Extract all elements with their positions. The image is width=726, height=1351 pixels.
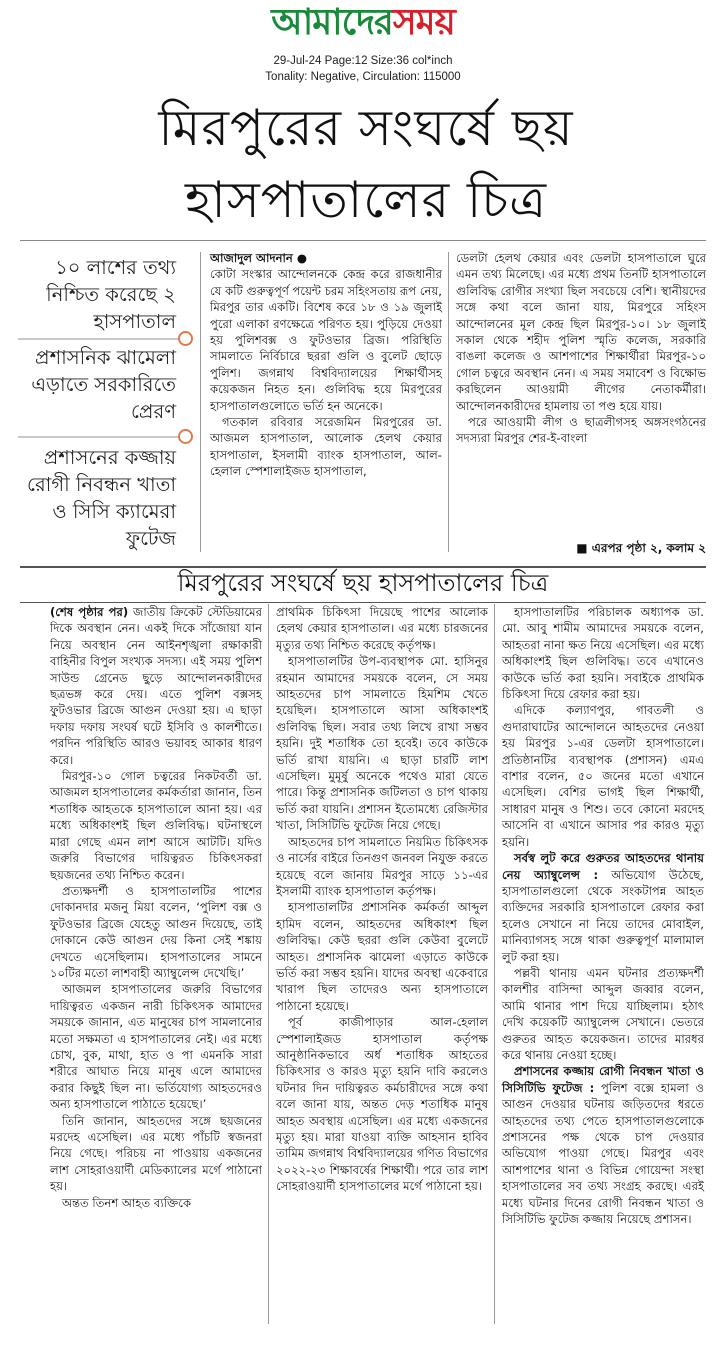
byline: আজাদুল আদনান ● [210,251,307,265]
jump-paragraph: পূর্ব কাজীপাড়ার আল-হেলাল স্পেশালাইজড হাসপাতাল কর্তৃপক্ষ আনুষ্ঠানিকভাবে অর্ধ শতাধিক আহতের চিকিৎসার ও কারও মৃত্যু হয়নি দাবি করলেও ঘটনার দিন দায়িত্বরত কর্মচারীদের সঙ্গে কথা বলে জানা যায়, অন্তত দেড় শতাধিক মানুষ আহত অবস্থায় এসেছিল। এর মধ্যে একজনের মৃত্যু হয়। মারা যাওয়া ব্যক্তি আহসান হাবিব তামিম জগন্নাথ বিশ্ববিদ্যালয়ের গণিত বিভাগের ২০২২-২৩ শিক্ষাবর্ষের শিক্ষার্থী। পরে তার লাশ সোহরাওয়ার্দী হাসপাতালের মর্গে পাঠানো হয়। [276,1015,488,1194]
jump-paragraph: আজমল হাসপাতালের জরুরি বিভাগের দায়িত্বরত একজন নারী চিকিৎসক আমাদের সময়কে জানান, এত মানুষের চাপ সামলানোর মতো সক্ষমতা এ হাসপাতালের নেই। এর মধ্যে চোখ, বুক, মাথা, হাত ও পা এমনকি সারা শরীরে আঘাত নিয়ে মানুষ এলে আমাদের করার কিছুই ছিল না। ভর্তিযোগ্য আহতদেরও অন্য হাসপাতালে পাঠাতে হয়েছে।’ [50,982,262,1112]
ring-dot-icon [178,429,193,444]
jump-paragraph: হাসপাতালটির উপ-ব্যবস্থাপক মো. হাসিনুর রহমান আমাদের সময়কে বলেন, সে সময় আহতদের চাপ সামলাতে হিমশিম খেতে হয়েছিল। হাসপাতালে আসা অধিকাংশই গুলিবিদ্ধ ছিল। সবার তথ্য লিখে রাখা সম্ভব হয়নি। দুই শতাধিক তো হবেই। তবে কাউকে ভর্তি রাখা যায়নি। এ ছাড়া চারটি লাশ এসেছিল। মুমূর্ষু অনেকে পথেও মারা যেতে পারে। কিন্তু প্রশাসনিক জটিলতা ও চাপ থাকায় ভর্তি করা যায়নি। প্রশাসন ইতোমধ্যে রেজিস্টার খাতা, সিসিটিভি ফুটেজ নিয়ে গেছে। [276,654,488,833]
jump-paragraph: হাসপাতালটির পরিচালক অধ্যাপক ডা. মো. আবু শামীম আমাদের সময়কে বলেন, আহতরা নানা ক্ষত নিয়ে এসেছিল। এর মধ্যে অধিকাংশই ছিল গুলিবিদ্ধ। তবে এখানেও কাউকে ভর্তি করা হয়নি। সবাইকে প্রাথমিক চিকিৎসা দিয়ে রেফার করা হয়। [502,605,704,702]
front-paragraph: কোটা সংস্কার আন্দোলনকে কেন্দ্র করে রাজধানীর যে কটি গুরুত্বপূর্ণ পয়েন্ট চরম সহিংসতায় রূপ নেয়, মিরপুর তার একটি। বিশেষ করে ১৮ ও ১৯ জুলাই পুরো এলাকা রণক্ষেত্রে পরিণত হয়। পুড়িয়ে দেওয়া হয় পুলিশবক্স ও ফুটওভার ব্রিজ। পরিস্থিতি সামলাতে নির্বিচারে ছররা গুলি ও বুলেট ছোড়ে পুলিশ। জগন্নাথ বিশ্ববিদ্যালয়ের শিক্ষার্থীসহ কয়েকজন নিহত হন। গুলিবিদ্ধ হয়ে মিরপুরের হাসপাতালগুলোতে ভর্তি হন অনেকে। [210,267,442,413]
main-headline [36,92,696,236]
front-column-2 [456,250,706,447]
jump-paragraph: মিরপুর-১০ গোল চত্বরের নিকটবর্তী ডা. আজমল হাসপাতালের কর্মকর্তারা জানান, তিন শতাধিক আহতকে হাসপাতালে আনা হয়। এর মধ্যে অধিকাংশই ছিল গুলিবিদ্ধ। ঘটনাস্থলে মারা গেছে এমন লাশ আসে আটটি। যদিও জরুরি বিভাগের দায়িত্বরত চিকিৎসকরা ছয়জনের তথ্য নিশ্চিত করেন। [50,769,262,882]
logo-part-2: সময় [392,1,455,43]
jump-paragraph: পল্লবী থানায় এমন ঘটনার প্রত্যক্ষদর্শী কালশীর বাসিন্দা আব্দুল জব্বার বলেন, আমি থানার পাশ দিয়ে যাচ্ছিলাম। হঠাৎ দেখি কয়েকটি অ্যাম্বুলেন্স সেখানে। ভেতরে গুরুতর আহত কয়েকজন। তাদের মারধর করে থানায় নেওয়া হচ্ছে। [502,965,704,1062]
column-rule [448,252,449,552]
column-rule [268,604,269,1324]
clip-meta-line-2: Tonality: Negative, Circulation: 115000 [265,71,461,83]
subheading-cctv-seized: প্রশাসনের কজ্জায় রোগী নিবন্ধন খাতা ও সিসিটিভি ফুটেজ : [502,1064,704,1095]
jump-paragraph: তিনি জানান, আহতদের সঙ্গে ছয়জনের মরদেহ এসেছিল। এর মধ্যে পাঁচটি স্বজনরা নিয়ে গেছে। পরিচয় না পাওয়ায় একজনের লাশ সোহরাওয়ার্দী মেডিক্যালের মর্গে পাঠানো হয়। [50,1113,262,1194]
continued-from-label: (শেষ পৃষ্ঠার পর) [50,605,129,619]
pullquote-3: প্রশাসনের কজ্জায় রোগী নিবন্ধন খাতা ও সিসি ক্যামেরা ফুটেজ [27,446,176,550]
pullquote-divider-1 [18,338,186,340]
logo-part-1: আমাদের [271,1,393,43]
jump-paragraph: প্রত্যক্ষদর্শী ও হাসপাতালটির পাশের দোকানদার মজনু মিয়া বলেন, ‘পুলিশ বক্স ও ফুটওভার ব্রিজে যেহেতু আগুন দিয়েছে, তাই দোকানে কেউ আগুন দেয় কিনা সেই শঙ্কায় দেখতে এসেছিলাম। হাসপাতালের সামনে ১০টির মতো লাশবাহী অ্যাম্বুলেন্স দেখেছি।’ [50,883,262,980]
column-rule [200,252,201,552]
ring-dot-icon [178,331,193,346]
jump-column-2 [276,604,488,1195]
clip-meta-line-1: 29-Jul-24 Page:12 Size:36 col*inch [273,55,453,67]
pullquote-2: প্রশাসনিক ঝামেলা এড়াতে সরকারিতে প্রেরণ [31,346,176,423]
jump-paragraph: জাতীয় ক্রিকেট স্টেডিয়ামের দিকে অবস্থান নেন। একই দিকে সাঁজোয়া যান নিয়ে অবস্থান নেন আইনশৃঙ্খলা রক্ষাকারী বাহিনীর বিপুল সংখ্যক সদস্য। এই সময় পুলিশ সাউন্ড গ্রেনেড ছুড়ে আন্দোলনকারীদের ছত্রভঙ্গ করে দেয়। এতে পুলিশ বক্সসহ ফুটওভার ব্রিজে আগুন দেওয়া হয়। এ ছাড়া দফায় দফায় সংঘর্ষ ঘটে ইসিবি ও কালশীতে। পরদিন পরিস্থিতি আরও ভয়াবহ আকার ধারণ করে। [50,605,262,767]
jump-paragraph: অভিযোগ উঠেছে, হাসপাতালগুলো থেকে সংকটাপন্ন আহত ব্যক্তিদের সরকারি হাসপাতালে রেফার করা হলেও সেখানে না নিয়ে তাদের মোবাইল, মানিব্যাগসহ সঙ্গে থাকা গুরুত্বপূর্ণ মালামাল লুট করা হয়। [502,867,704,964]
jump-paragraph: পুলিশ বক্সে হামলা ও আগুন দেওয়ার ঘটনায় জড়িতদের ধরতে আহতদের তথ্য পেতে হাসপাতালগুলোকে প্রশাসনের পক্ষ থেকে চাপ দেওয়ার অভিযোগ পাওয়া গেছে। মিরপুর এবং আশপাশের থানা ও বিভিন্ন গোয়েন্দা সংস্থা হাসপাতালের সব তথ্য সংগ্রহ করছে। এরই মধ্যে ঘটনার দিনের রোগী নিবন্ধন খাতা ও সিসিটিভি ফুটেজ কজ্জায় নিয়েছে প্রশাসন। [502,1080,704,1227]
pullquote-1: ১০ লাশের তথ্য নিশ্চিত করেছে ২ হাসপাতাল [46,256,176,333]
masthead [0,0,726,50]
jump-paragraph: অন্তত তিনশ আহত ব্যক্তিকে [62,1195,192,1210]
headline-line-1: মিরপুরের সংঘর্ষে ছয় [158,99,574,157]
column-rule [494,604,495,1324]
jump-column-3 [502,604,704,1227]
jump-headline: মিরপুরের সংঘর্ষে ছয় হাসপাতালের চিত্র [177,569,549,597]
front-paragraph: ডেলটা হেলথ কেয়ার এবং ডেলটা হাসপাতালে ঘুরে এমন তথ্য মিলেছে। এর মধ্যে প্রথম তিনটি হাসপাতালে গুলিবিদ্ধ রোগীর সংখ্যা ছিল সবচেয়ে বেশি। স্থানীয়দের সঙ্গে কথা বলে জানা যায়, মিরপুরে সহিংস আন্দোলনের মূল কেন্দ্র ছিল মিরপুর-১০। ১৮ জুলাই সকাল থেকে শহীদ পুলিশ স্মৃতি কলেজ, সরকারি বাঙলা কলেজ ও আশপাশের শিক্ষার্থীরা মিরপুর-১০ গোল চত্বরে অবস্থান নেন। এ সময় সমাবেশ ও বিক্ষোভ করছিলেন আওয়ামী লীগের নেতাকর্মীরা। আন্দোলনকারীদের হামলায় তা পণ্ড হয়ে যায়। [456,251,706,413]
front-paragraph: পরে আওয়ামী লীগ ও ছাত্রলীগসহ অঙ্গসংগঠনের সদস্যরা মিরপুর শের-ই-বাংলা [456,415,706,446]
front-paragraph: গতকাল রবিবার সরেজমিন মিরপুরের ডা. আজমল হাসপাতাল, আলোক হেলথ কেয়ার হাসপাতাল, ইসলামী ব্যাংক হাসপাতাল, আল-হেলাল স্পেশালাইজড হাসপাতাল, [210,415,442,479]
headline-line-2: হাসপাতালের চিত্র [184,171,548,229]
newspaper-logo [0,0,726,44]
jump-paragraph: প্রাথমিক চিকিৎসা দিয়েছে পাশের আলোক হেলথ কেয়ার হাসপাতাল। এর মধ্যে চারজনের মৃত্যুর তথ্য নিশ্চিত করেছে কর্তৃপক্ষ। [276,605,488,652]
headline-divider [20,240,706,241]
front-column-1 [210,250,442,480]
pullquote-divider-2 [18,436,186,438]
jump-paragraph: হাসপাতালটির প্রশাসনিক কর্মকর্তা আব্দুল হামিদ বলেন, আহতদের অধিকাংশ ছিল গুলিবিদ্ধ। কেউ ছররা গুলি কেউবা বুলেটে আহত। প্রশাসনিক ঝামেলা এড়াতে কাউকে ভর্তি করা সম্ভব হয়নি। যাদের অবস্থা একেবারে খারাপ ছিল তাদেরও অন্য হাসপাতালে পাঠানো হয়েছে। [276,900,488,1013]
subheading-ambulance-loot: সর্বস্ব লুট করে গুরুতর আহতদের থানায় নেয় অ্যাম্বুলেন্স : [502,851,704,882]
jump-paragraph: আহতদের চাপ সামলাতে নিয়মিত চিকিৎসক ও নার্সের বাইরে তিনগুণ জনবল নিযুক্ত করতে হয়েছে বলে জানায় মিরপুর সাড়ে ১১-এর ইসলামী ব্যাংক হাসপাতাল কর্তৃপক্ষ। [276,834,488,898]
jump-column-1 [50,604,262,1211]
jump-paragraph: এদিকে কল্যাণপুর, গাবতলী ও গুদারাঘাটের আন্দোলনে আহতদের নেওয়া হয় মিরপুর ১-এর ডেলটা হাসপাতালে। প্রতিষ্ঠানটির ব্যবস্থাপক (প্রশাসন) এমএ বাশার বলেন, ৫০ জনের মতো এখানে এসেছিল। বেশির ভাগই ছিল শিক্ষার্থী, সাধারণ মানুষ ও শিশু। তবে কোনো মরদেহ আসেনি বা এখানে আসার পর কারও মৃত্যু হয়নি। [502,703,704,849]
continued-on-note: ■ এরপর পৃষ্ঠা ২, কলাম ২ [576,541,706,555]
